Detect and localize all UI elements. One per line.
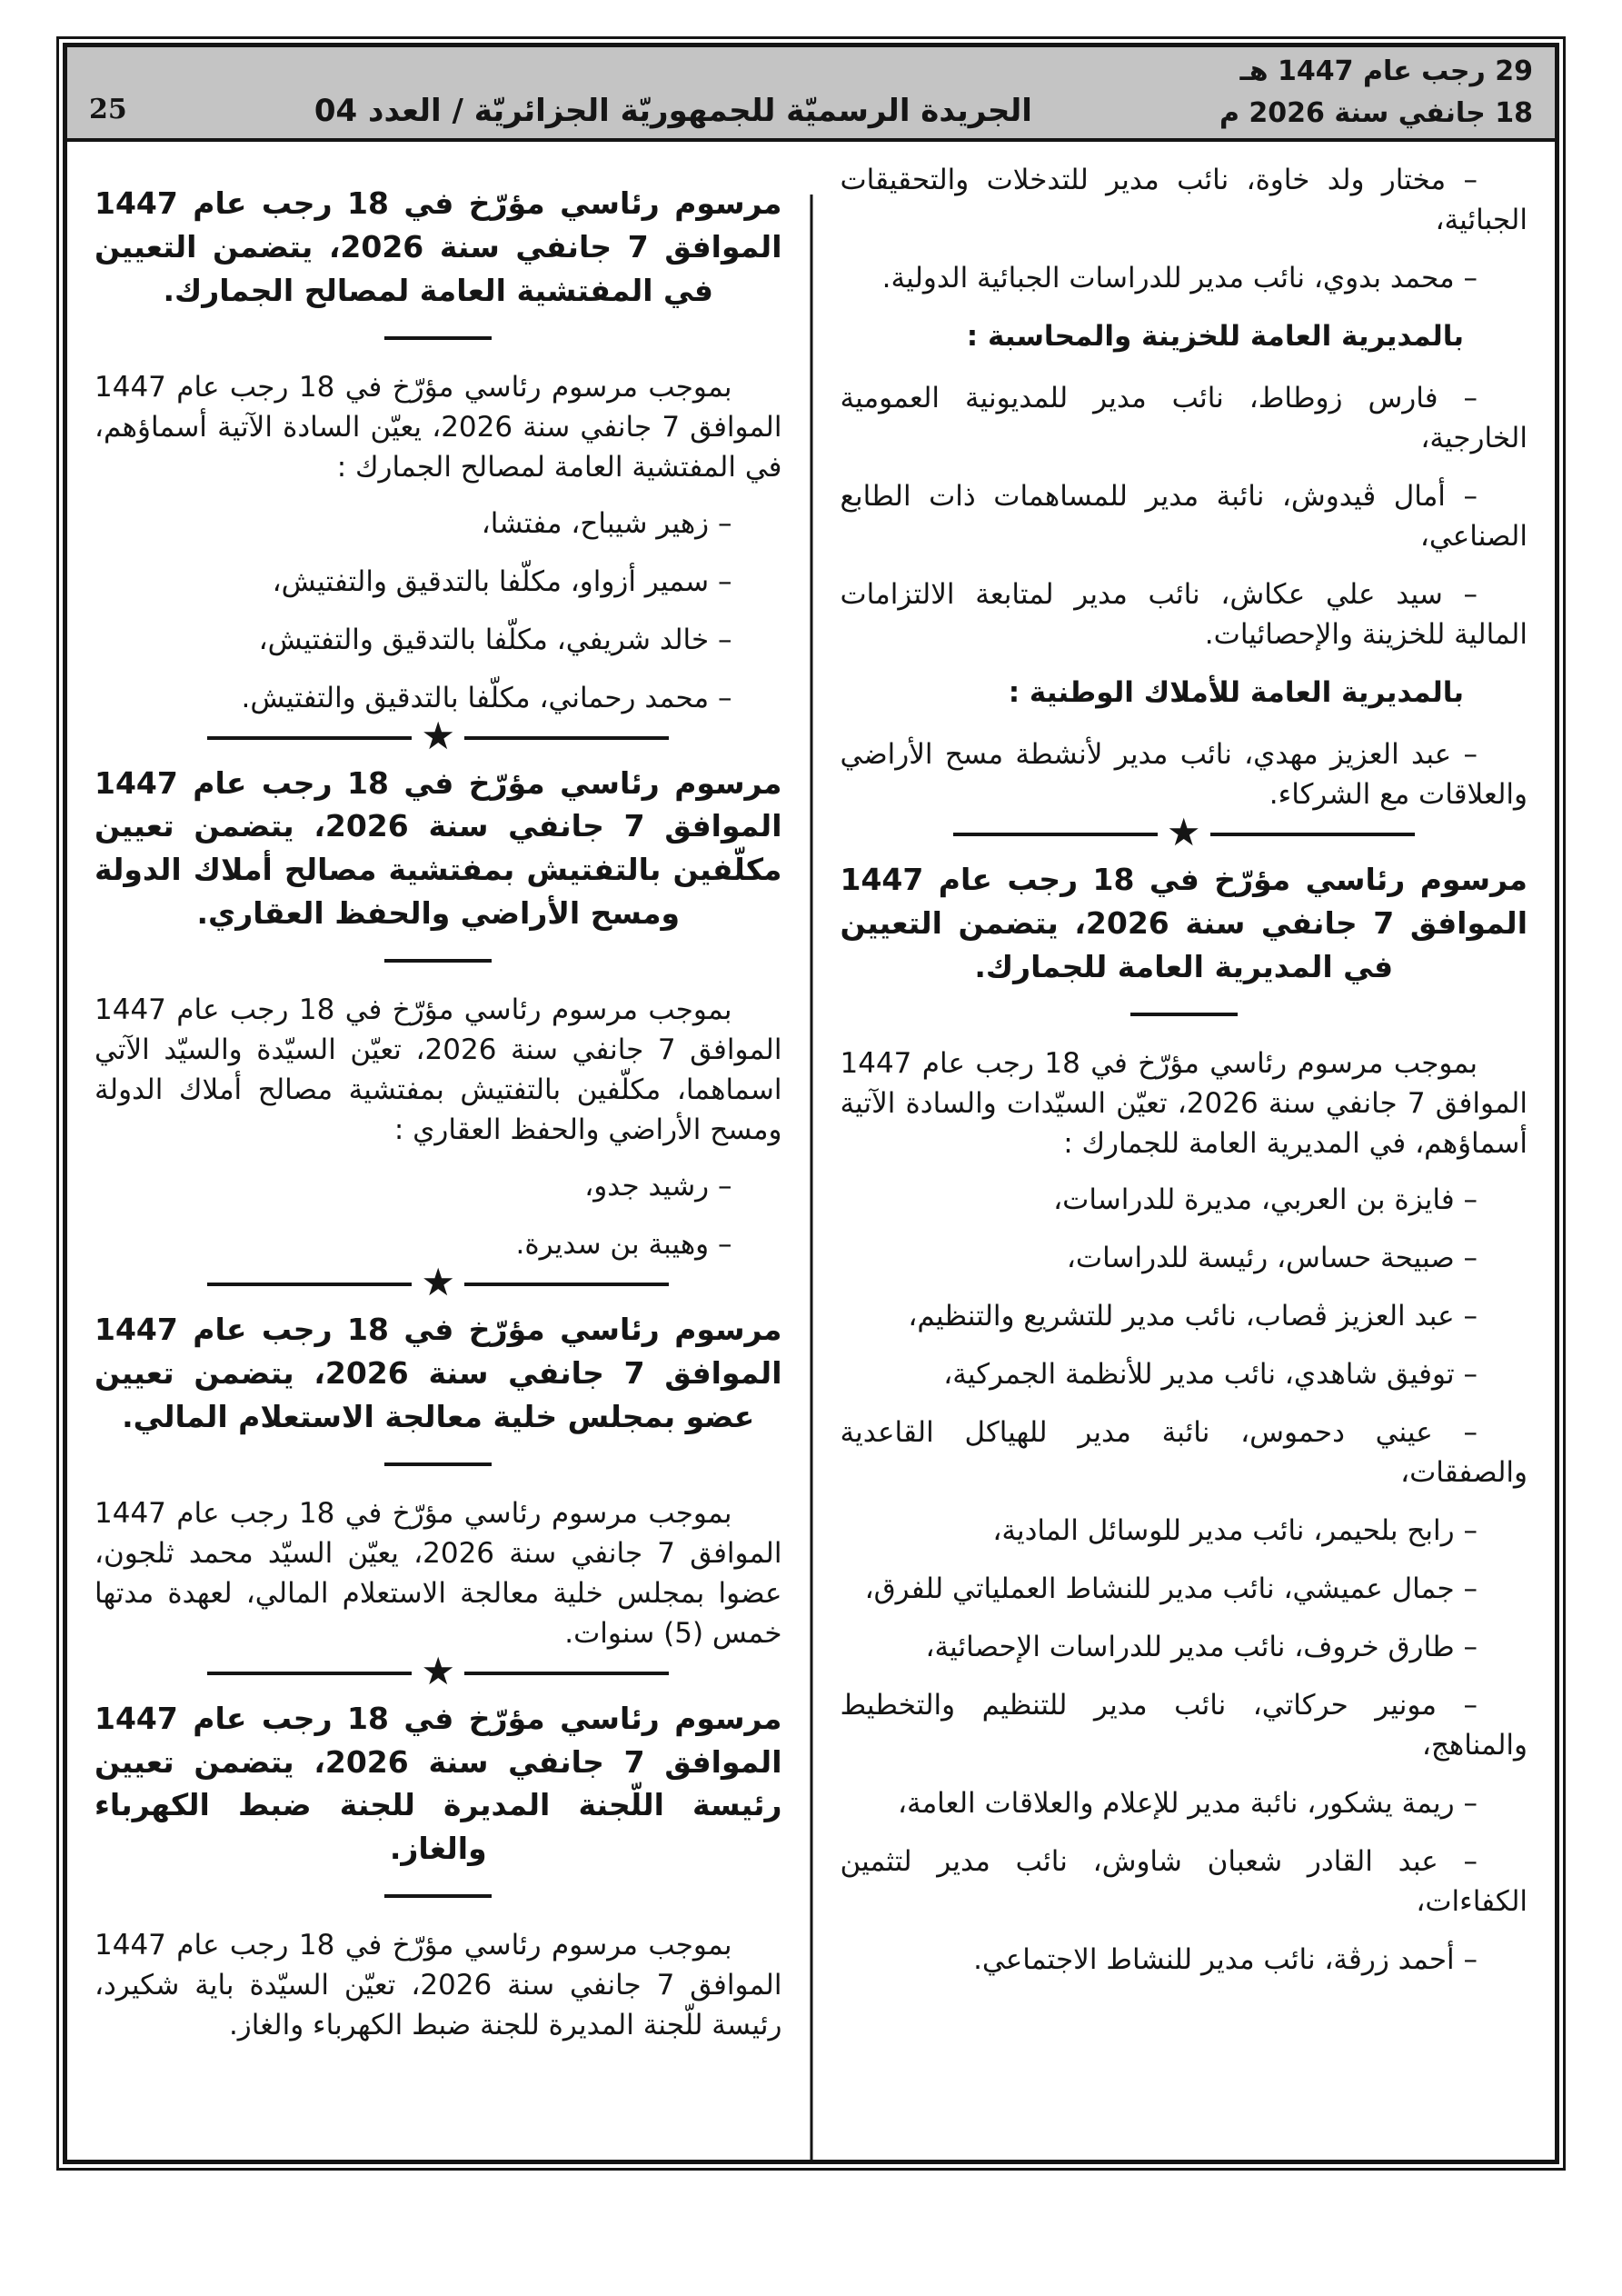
separator-line — [464, 1283, 669, 1286]
list-item: – فارس زوطاط، نائب مدير للمديونية العمومية الخارجية، — [840, 382, 1527, 455]
list-item: – مختار ولد خاوة، نائب مدير للتدخلات والتحقيقات الجبائية، — [840, 164, 1527, 237]
list-item: – صبيحة حساس، رئيسة للدراسات، — [1066, 1241, 1478, 1274]
body-paragraph: بموجب مرسوم رئاسي مؤرّخ في 18 رجب عام 1447 الموافق 7 جانفي سنة 2026، يعيّن السادة الآتية أسماؤهم، في المفتشية العامة لمصالح الجمارك : — [95, 370, 782, 484]
list-item: – أحمد زرڤة، نائب مدير للنشاط الاجتماعي. — [973, 1943, 1478, 1976]
decree-heading: مرسوم رئاسي مؤرّخ في 18 رجب عام 1447 الموافق 7 جانفي سنة 2026، يتضمن تعيين رئيسة اللّجنة المديرة للجنة ضبط الكهرباء والغاز. — [95, 1700, 782, 1867]
list-item: – خالد شريفي، مكلّفا بالتدقيق والتفتيش، — [258, 623, 732, 656]
date-hijri: 29 رجب عام 1447 هـ — [1239, 55, 1533, 87]
list-item: – سمير أزواو، مكلّفا بالتدقيق والتفتيش، — [272, 564, 732, 598]
column-right — [841, 160, 1528, 2160]
body-paragraph: بموجب مرسوم رئاسي مؤرّخ في 18 رجب عام 1447 الموافق 7 جانفي سنة 2026، يعيّن السيّد محمد ثلجون، عضوا بمجلس خلية معالجة الاستعلام المالي، لعهدة مدتها خمس (5) سنوات. — [95, 1496, 782, 1650]
decree-heading: مرسوم رئاسي مؤرّخ في 18 رجب عام 1447 الموافق 7 جانفي سنة 2026، يتضمن تعيين مكلّفين بالتفتيش بمفتشية مصالح أملاك الدولة ومسح الأراضي والحفظ العقاري. — [95, 764, 782, 932]
masthead-dates — [1219, 47, 1533, 138]
list-item: – زهير شيباح، مفتشا، — [481, 506, 732, 540]
list-item: – رابح بلحيمر، نائب مدير للوسائل المادية، — [992, 1513, 1478, 1547]
masthead — [67, 47, 1555, 142]
separator-line — [464, 736, 669, 740]
section-subheading: بالمديرية العامة للخزينة والمحاسبة : — [966, 320, 1464, 354]
list-item: – ريمة يشكور، نائبة مدير للإعلام والعلاقات العامة، — [897, 1786, 1478, 1820]
list-item: – رشيد جدو، — [584, 1170, 732, 1203]
list-item: – عبد القادر شعبان شاوش، نائب مدير لتثمين الكفاءات، — [840, 1844, 1527, 1918]
page-frame — [56, 36, 1566, 2171]
rule-separator — [1130, 1013, 1238, 1016]
body-paragraph: بموجب مرسوم رئاسي مؤرّخ في 18 رجب عام 1447 الموافق 7 جانفي سنة 2026، تعيّن السيّدة والسيّد الآتي اسماهما، مكلّفين بالتفتيش بمفتشية مصالح أملاك الدولة ومسح الأراضي والحفظ العقاري : — [95, 993, 782, 1147]
list-item: – عبد العزيز مهدي، نائب مدير لأنشطة مسح الأراضي والعلاقات مع الشركاء. — [840, 738, 1527, 812]
section-subheading: بالمديرية العامة للأملاك الوطنية : — [1008, 676, 1464, 710]
separator-line — [953, 833, 1158, 836]
separator-line — [207, 1672, 412, 1675]
separator-line — [207, 1283, 412, 1286]
list-item: – محمد بدوي، نائب مدير للدراسات الجبائية الدولية. — [881, 262, 1478, 295]
separator-line — [207, 736, 412, 740]
list-item: – طارق خروف، نائب مدير للدراسات الإحصائية، — [925, 1630, 1478, 1663]
star-separator: ★ — [841, 833, 1528, 836]
list-item: – عيني دحموس، نائبة مدير للهياكل القاعدية والصفقات، — [840, 1415, 1527, 1489]
page-frame-inner — [63, 43, 1559, 2164]
decree-heading: مرسوم رئاسي مؤرّخ في 18 رجب عام 1447 الموافق 7 جانفي سنة 2026، يتضمن التعيين في المديرية العامة للجمارك. — [840, 862, 1528, 984]
page-body — [67, 142, 1555, 2160]
column-left — [95, 160, 782, 2160]
list-item: – فايزة بن العربي، مديرة للدراسات، — [1053, 1183, 1478, 1216]
list-item: – جمال عميشي، نائب مدير للنشاط العملياتي للفرق، — [864, 1572, 1478, 1605]
body-paragraph: بموجب مرسوم رئاسي مؤرّخ في 18 رجب عام 1447 الموافق 7 جانفي سنة 2026، تعيّن السيّدة باية شكيرد، رئيسة للّجنة المديرة للجنة ضبط الكهرباء والغاز. — [95, 1929, 782, 2042]
star-separator: ★ — [95, 1672, 782, 1675]
list-item: – وهيبة بن سديرة. — [515, 1228, 732, 1262]
list-item: – مونير حركاتي، نائب مدير للتنظيم والتخطيط والمناهج، — [840, 1688, 1527, 1762]
journal-title: الجريدة الرسميّة للجمهوريّة الجزائريّة / العدد 04 — [313, 93, 1032, 129]
list-item: – عبد العزيز ڤصاب، نائب مدير للتشريع والتنظيم، — [908, 1299, 1478, 1333]
list-item: – أمال ڤيدوش، نائبة مدير للمساهمات ذات الطابع الصناعي، — [840, 480, 1527, 554]
decree-heading: مرسوم رئاسي مؤرّخ في 18 رجب عام 1447 الموافق 7 جانفي سنة 2026، يتضمن التعيين في المفتشية العامة لمصالح الجمارك. — [95, 185, 782, 308]
rule-separator — [384, 336, 492, 340]
rule-separator — [384, 1894, 492, 1898]
list-item: – توفيق شاهدي، نائب مدير للأنظمة الجمركية، — [943, 1357, 1478, 1391]
rule-separator — [384, 959, 492, 963]
star-separator: ★ — [95, 736, 782, 740]
separator-line — [464, 1672, 669, 1675]
rule-separator — [384, 1462, 492, 1466]
separator-line — [1210, 833, 1415, 836]
date-gregorian: 18 جانفي سنة 2026 م — [1219, 97, 1533, 129]
column-divider — [810, 195, 812, 2160]
list-item: – سيد علي عكاش، نائب مدير لمتابعة الالتزامات المالية للخزينة والإحصائيات. — [840, 578, 1527, 652]
body-paragraph: بموجب مرسوم رئاسي مؤرّخ في 18 رجب عام 1447 الموافق 7 جانفي سنة 2026، تعيّن السيّدات والسادة الآتية أسماؤهم، في المديرية العامة للجمارك : — [840, 1046, 1527, 1160]
list-item: – محمد رحماني، مكلّفا بالتدقيق والتفتيش. — [241, 681, 732, 714]
decree-heading: مرسوم رئاسي مؤرّخ في 18 رجب عام 1447 الموافق 7 جانفي سنة 2026، يتضمن تعيين عضو بمجلس خلية معالجة الاستعلام المالي. — [95, 1312, 782, 1434]
page-number: 25 — [89, 94, 127, 125]
star-separator: ★ — [95, 1283, 782, 1286]
